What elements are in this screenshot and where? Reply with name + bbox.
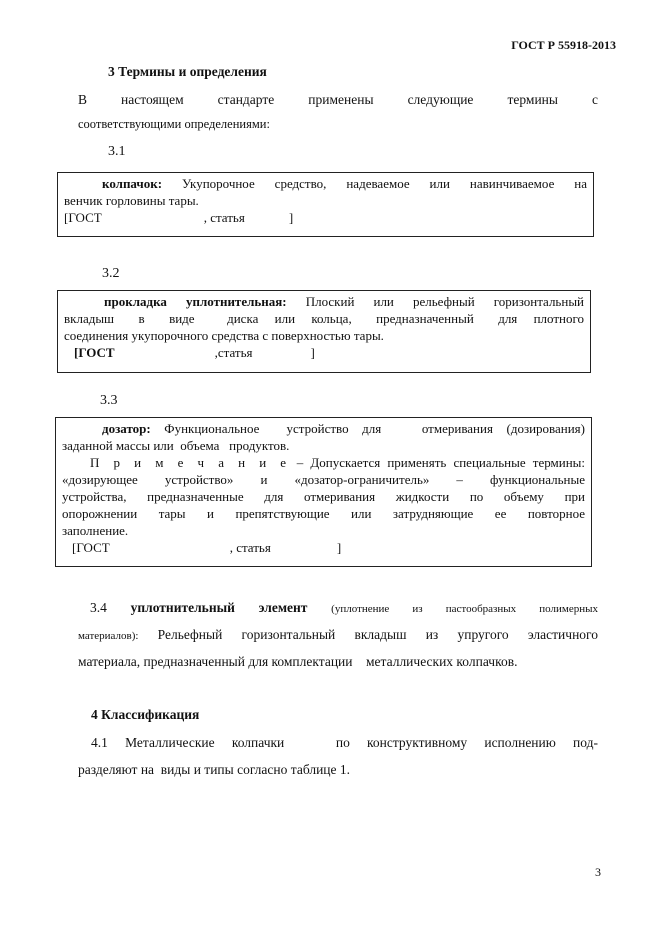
term-3-4-line3: материала, предназначенный для комплектации металлических колпачков.: [78, 654, 518, 669]
ref-close: ]: [310, 345, 315, 360]
ref-open: [ГОСТ: [72, 540, 110, 555]
term-3-2-definition: Плоский или рельефный горизонтальный: [286, 294, 585, 309]
ref-open: [ГОСТ: [64, 210, 102, 225]
term-3-4-name: уплотнительный элемент: [130, 600, 308, 615]
standard-designation: ГОСТ Р 55918-2013: [511, 38, 616, 52]
term-3-3-line1: [62, 420, 585, 437]
term-3-3-note-line5: заполнение.: [62, 523, 129, 538]
term-box-3-3: [55, 417, 592, 567]
term-3-4-line2: [78, 624, 598, 647]
term-3-1-definition: Укупорочное средство, надеваемое или навинчиваемое на: [162, 176, 587, 191]
term-3-3-note-line4: опорожнении тары и препятствующие или затрудняющие ее повторное: [62, 506, 585, 521]
term-3-4-def: Рельефный горизонтальный вкладыш из упругого эластичного: [138, 627, 598, 642]
section-3-title: 3 Термины и определения: [108, 64, 267, 79]
term-3-3-line2: заданной массы или объема продуктов.: [62, 438, 290, 453]
term-3-3-name: дозатор:: [102, 421, 151, 436]
term-3-3-definition: Функциональное устройство для отмеривания (дозирования): [150, 421, 585, 436]
ref-close: ]: [336, 540, 342, 555]
term-3-4-line1: [78, 597, 598, 620]
term-3-2-line3: соединения укупорочного средства с поверхностью тары.: [64, 328, 384, 343]
term-box-3-2: [57, 290, 591, 373]
term-number-3-4: 3.4: [90, 600, 107, 615]
term-3-1-name: колпачок:: [102, 176, 163, 191]
term-3-2-line2: вкладыш в виде диска или кольца, предназначенный для плотного: [64, 311, 584, 326]
section-3-intro-line2: соответствующими определениями:: [78, 117, 270, 131]
term-3-4-small: материалов):: [78, 630, 139, 642]
term-number-3-2: 3.2: [102, 266, 120, 281]
term-3-1-line2: венчик горловины тары.: [64, 193, 199, 208]
section-4-para-line2: разделяют на виды и типы согласно таблице 1.: [78, 762, 351, 777]
term-3-2-name: прокладка уплотнительная:: [104, 294, 287, 309]
term-3-3-reference: [62, 539, 585, 556]
ref-article: , статья: [229, 540, 271, 555]
term-3-2-reference: [64, 344, 584, 361]
term-number-3-3: 3.3: [100, 393, 118, 408]
section-4-title: 4 Классификация: [91, 707, 200, 722]
term-3-2-line1: [64, 293, 584, 310]
term-3-3-note-line1: [62, 454, 585, 471]
ref-close: ]: [288, 210, 294, 225]
section-4-para-line1: 4.1 Металлические колпачки по конструктивному исполнению под-: [91, 735, 598, 750]
ref-article: , статья: [203, 210, 245, 225]
page-number: 3: [595, 865, 601, 879]
term-3-1-reference: [64, 209, 587, 226]
ref-open: [ГОСТ: [74, 345, 115, 360]
term-3-3-note-line3: устройства, предназначенные для отмеривания жидкости по объему при: [62, 489, 585, 504]
term-number-3-1: 3.1: [108, 144, 126, 159]
ref-article: ,статья: [214, 345, 253, 360]
term-box-3-1: [57, 172, 594, 237]
term-3-1-line1: [64, 175, 587, 192]
section-3-intro-line1: В настоящем стандарте применены следующие термины с: [78, 92, 598, 107]
term-3-3-note-line2: «дозирующее устройство» и «дозатор-ограничитель» – функциональные: [62, 472, 585, 487]
note-label: П р и м е ч а н и е: [90, 455, 290, 470]
note-text: – Допускается применять специальные термины:: [289, 455, 586, 470]
term-3-4-paren: (уплотнение из пастообразных полимерных: [331, 603, 599, 615]
